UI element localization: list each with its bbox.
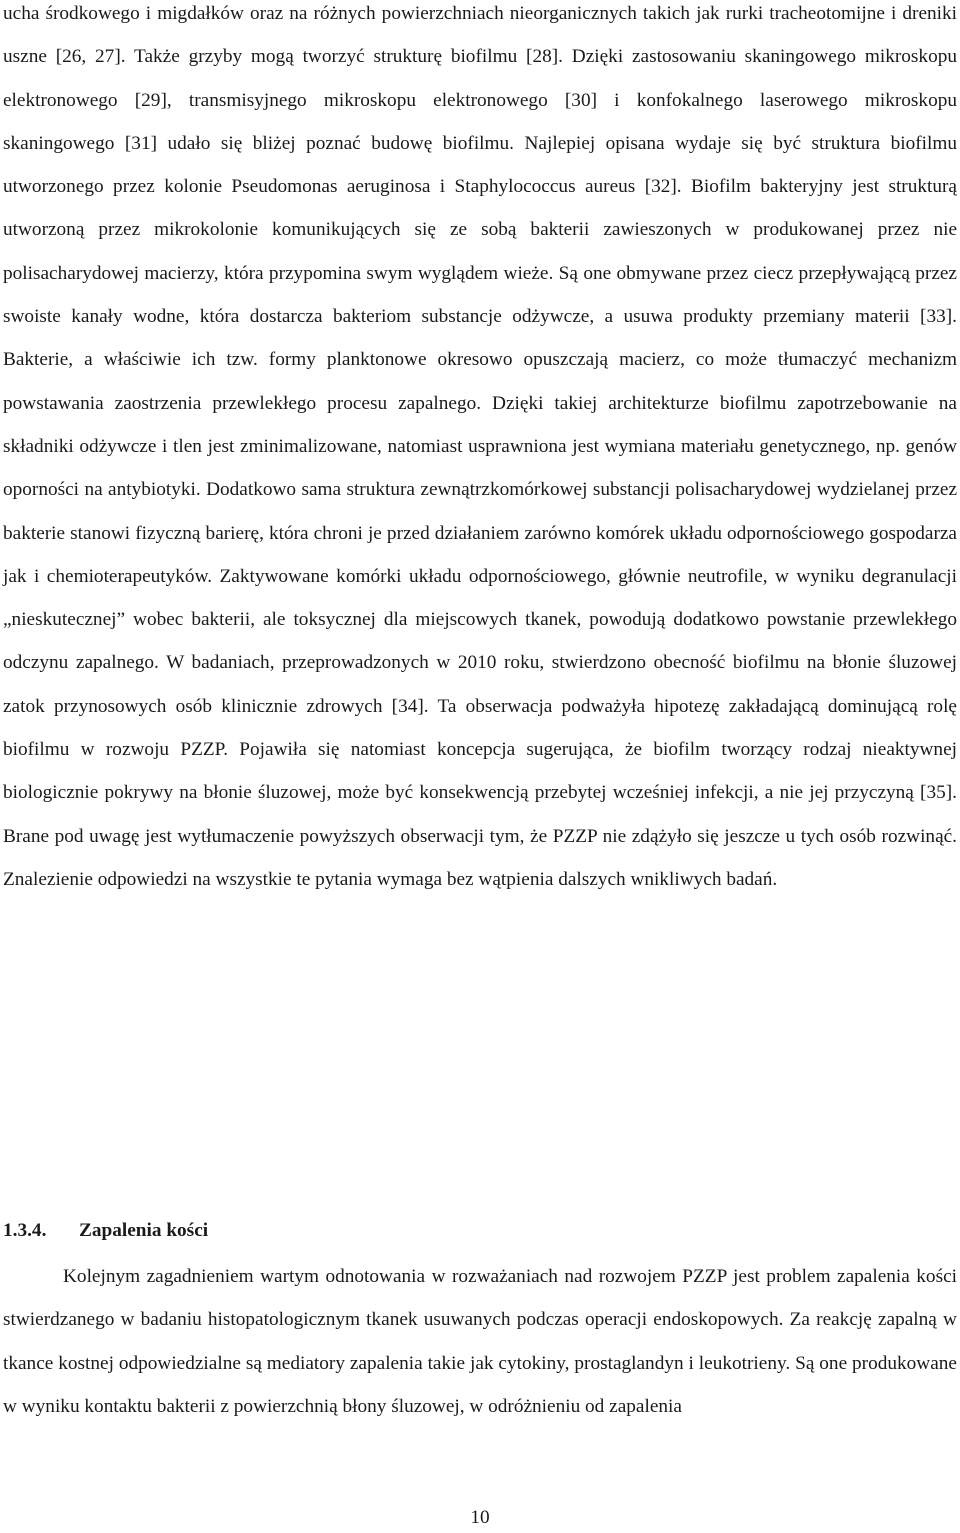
page-number: 10 [470,1507,490,1528]
document-page [3,0,957,1531]
body-paragraph-biofilm: ucha środkowego i migdałków oraz na różnych powierzchniach nieorganicznych takich jak rurki tracheotomijne i dreniki uszne [26, 27]. Także grzyby mogą tworzyć strukturę biofilmu [28]. Dzięki zastosowaniu skaningowego mikroskopu elektronowego [29], transmisyjnego mikroskopu elektronowego [30] i konfokalnego laserowego mikroskopu skaningowego [31] udało się bliżej poznać budowę biofilmu. Najlepiej opisana wydaje się być struktura biofilmu utworzonego przez kolonie Pseudomonas aeruginosa i Staphylococcus aureus [32]. Biofilm bakteryjny jest strukturą utworzoną przez mikrokolonie komunikujących się ze sobą bakterii zawieszonych w produkowanej przez nie polisacharydowej macierzy, która przypomina swym wyglądem wieże. Są one obmywane przez ciecz przepływającą przez swoiste kanały wodne, która dostarcza bakteriom substancje odżywcze, a usuwa produkty przemiany materii [33]. Bakterie, a właściwie ich tzw. formy planktonowe okresowo opuszczają macierz, co może tłumaczyć mechanizm powstawania zaostrzenia przewlekłego procesu zapalnego. Dzięki takiej architekturze biofilmu zapotrzebowanie na składniki odżywcze i tlen jest zminimalizowane, natomiast usprawniona jest wymiana materiału genetycznego, np. genów oporności na antybiotyki. Dodatkowo sama struktura zewnątrzkomórkowej substancji polisacharydowej wydzielanej przez bakterie stanowi fizyczną barierę, która chroni je przed działaniem zarówno komórek układu odpornościowego gospodarza jak i chemioterapeutyków. Zaktywowane komórki układu odpornościowego, głównie neutrofile, w wyniku degranulacji „nieskutecznej” wobec bakterii, ale toksycznej dla miejscowych tkanek, powodują dodatkowo powstanie przewlekłego odczynu zapalnego. W badaniach, przeprowadzonych w 2010 roku, stwierdzono obecność biofilmu na błonie śluzowej zatok przynosowych osób klinicznie zdrowych [34]. Ta obserwacja podważyła hipotezę zakładającą dominującą rolę biofilmu w rozwoju PZZP. Pojawiła się natomiast koncepcja sugerująca, że biofilm tworzący rodzaj nieaktywnej biologicznie pokrywy na błonie śluzowej, może być konsekwencją przebytej wcześniej infekcji, a nie jej przyczyną [35]. Brane pod uwagę jest wytłumaczenie powyższych obserwacji tym, że PZZP nie zdążyło się jeszcze u tych osób rozwinąć. Znalezienie odpowiedzi na wszystkie te pytania wymaga bez wątpienia dalszych wnikliwych badań. [3,3,957,890]
section-heading [3,1216,208,1246]
section-number: 1.3.4. [3,1220,47,1241]
section-title: Zapalenia kości [79,1220,209,1241]
body-paragraph-bone-inflammation: Kolejnym zagadnieniem wartym odnotowania w rozważaniach nad rozwojem PZZP jest problem zapalenia kości stwierdzanego w badaniu histopatologicznym tkanek usuwanych podczas operacji endoskopowych. Za reakcję zapalną w tkance kostnej odpowiedzialne są mediatory zapalenia takie jak cytokiny, prostaglandyn i leukotrieny. Są one produkowane w wyniku kontaktu bakterii z powierzchnią błony śluzowej, w odróżnieniu od zapalenia [3,1266,957,1417]
